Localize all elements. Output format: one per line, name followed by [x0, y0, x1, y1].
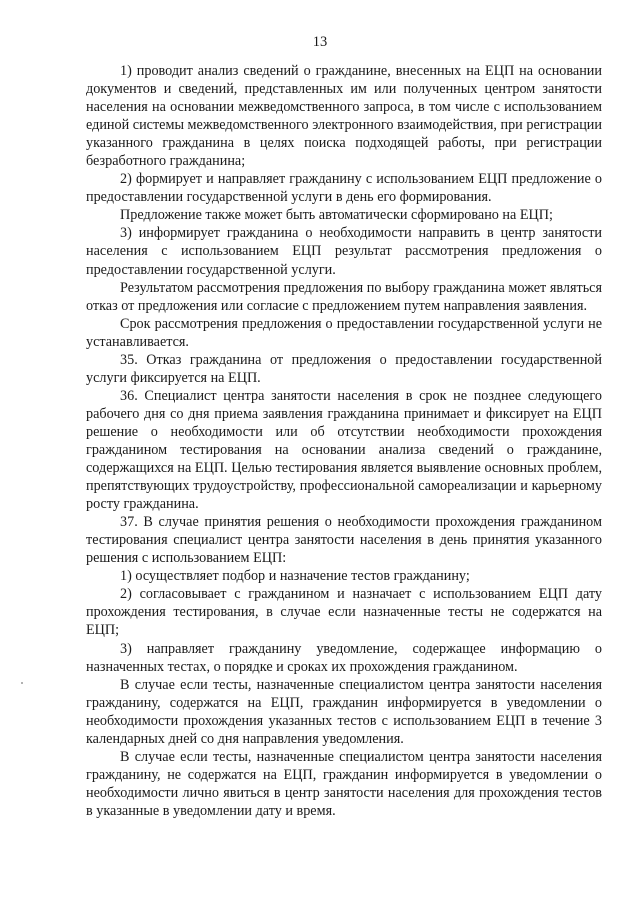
paragraph-tests-on-ecp: В случае если тесты, назначенные специалистом центра занятости населения гражданину, содержатся на ЕЦП, гражданин информируется в уведомлении о необходимости прохождения указанных тестов с использованием ЕЦП в течение 3 календарных дней со дня направления уведомления.	[86, 676, 602, 747]
document-body	[86, 62, 602, 820]
paragraph-34-1: 1) проводит анализ сведений о гражданине, внесенных на ЕЦП на основании документов и сведений, представленных им или полученных центром занятости населения на основании межведомственного запроса, в том числе с использованием единой системы межведомственного электронного взаимодействия, при регистрации указанного гражданина в целях поиска подходящей работы, при регистрации безработного гражданина;	[86, 63, 602, 170]
paragraph-34-2: 2) формирует и направляет гражданину с использованием ЕЦП предложение о предоставлении государственной услуги в день его формирования.	[86, 171, 602, 206]
scan-speck	[21, 682, 23, 684]
paragraph-37: 37. В случае принятия решения о необходимости прохождения гражданином тестирования специалист центра занятости населения в день принятия указанного решения с использованием ЕЦП:	[86, 514, 602, 567]
paragraph-offer-term: Срок рассмотрения предложения о предоставлении государственной услуги не устанавливается.	[86, 315, 602, 350]
paragraph-auto-offer: Предложение также может быть автоматически сформировано на ЕЦП;	[120, 207, 553, 224]
paragraph-34-3: 3) информирует гражданина о необходимости направить в центр занятости населения с использованием ЕЦП результат рассмотрения предложения о предоставлении государственной услуги.	[86, 225, 602, 278]
paragraph-37-1: 1) осуществляет подбор и назначение тестов гражданину;	[120, 568, 470, 585]
paragraph-37-2: 2) согласовывает с гражданином и назначает с использованием ЕЦП дату прохождения тестирования, в случае если назначенные тесты не содержатся на ЕЦП;	[86, 586, 602, 639]
paragraph-tests-not-on-ecp: В случае если тесты, назначенные специалистом центра занятости населения гражданину, не содержатся на ЕЦП, гражданин информируется в уведомлении о необходимости лично явиться в центр занятости населения для прохождения тестов в указанные в уведомлении дату и время.	[86, 748, 602, 819]
paragraph-35: 35. Отказ гражданина от предложения о предоставлении государственной услуги фиксируется на ЕЦП.	[86, 351, 602, 386]
page-number: 13	[312, 34, 328, 50]
paragraph-37-3: 3) направляет гражданину уведомление, содержащее информацию о назначенных тестах, о порядке и сроках их прохождения гражданином.	[86, 640, 602, 675]
paragraph-offer-result: Результатом рассмотрения предложения по выбору гражданина может являться отказ от предложения или согласие с предложением путем направления заявления.	[86, 279, 602, 314]
paragraph-36: 36. Специалист центра занятости населения в срок не позднее следующего рабочего дня со дня приема заявления гражданина принимает и фиксирует на ЕЦП решение о необходимости или об отсутствии необходимости прохождения гражданином тестирования на основании анализа сведений о гражданине, содержащихся на ЕЦП. Целью тестирования является выявление основных проблем, препятствующих трудоустройству, профессиональной самореализации и карьерному росту гражданина.	[86, 387, 602, 513]
